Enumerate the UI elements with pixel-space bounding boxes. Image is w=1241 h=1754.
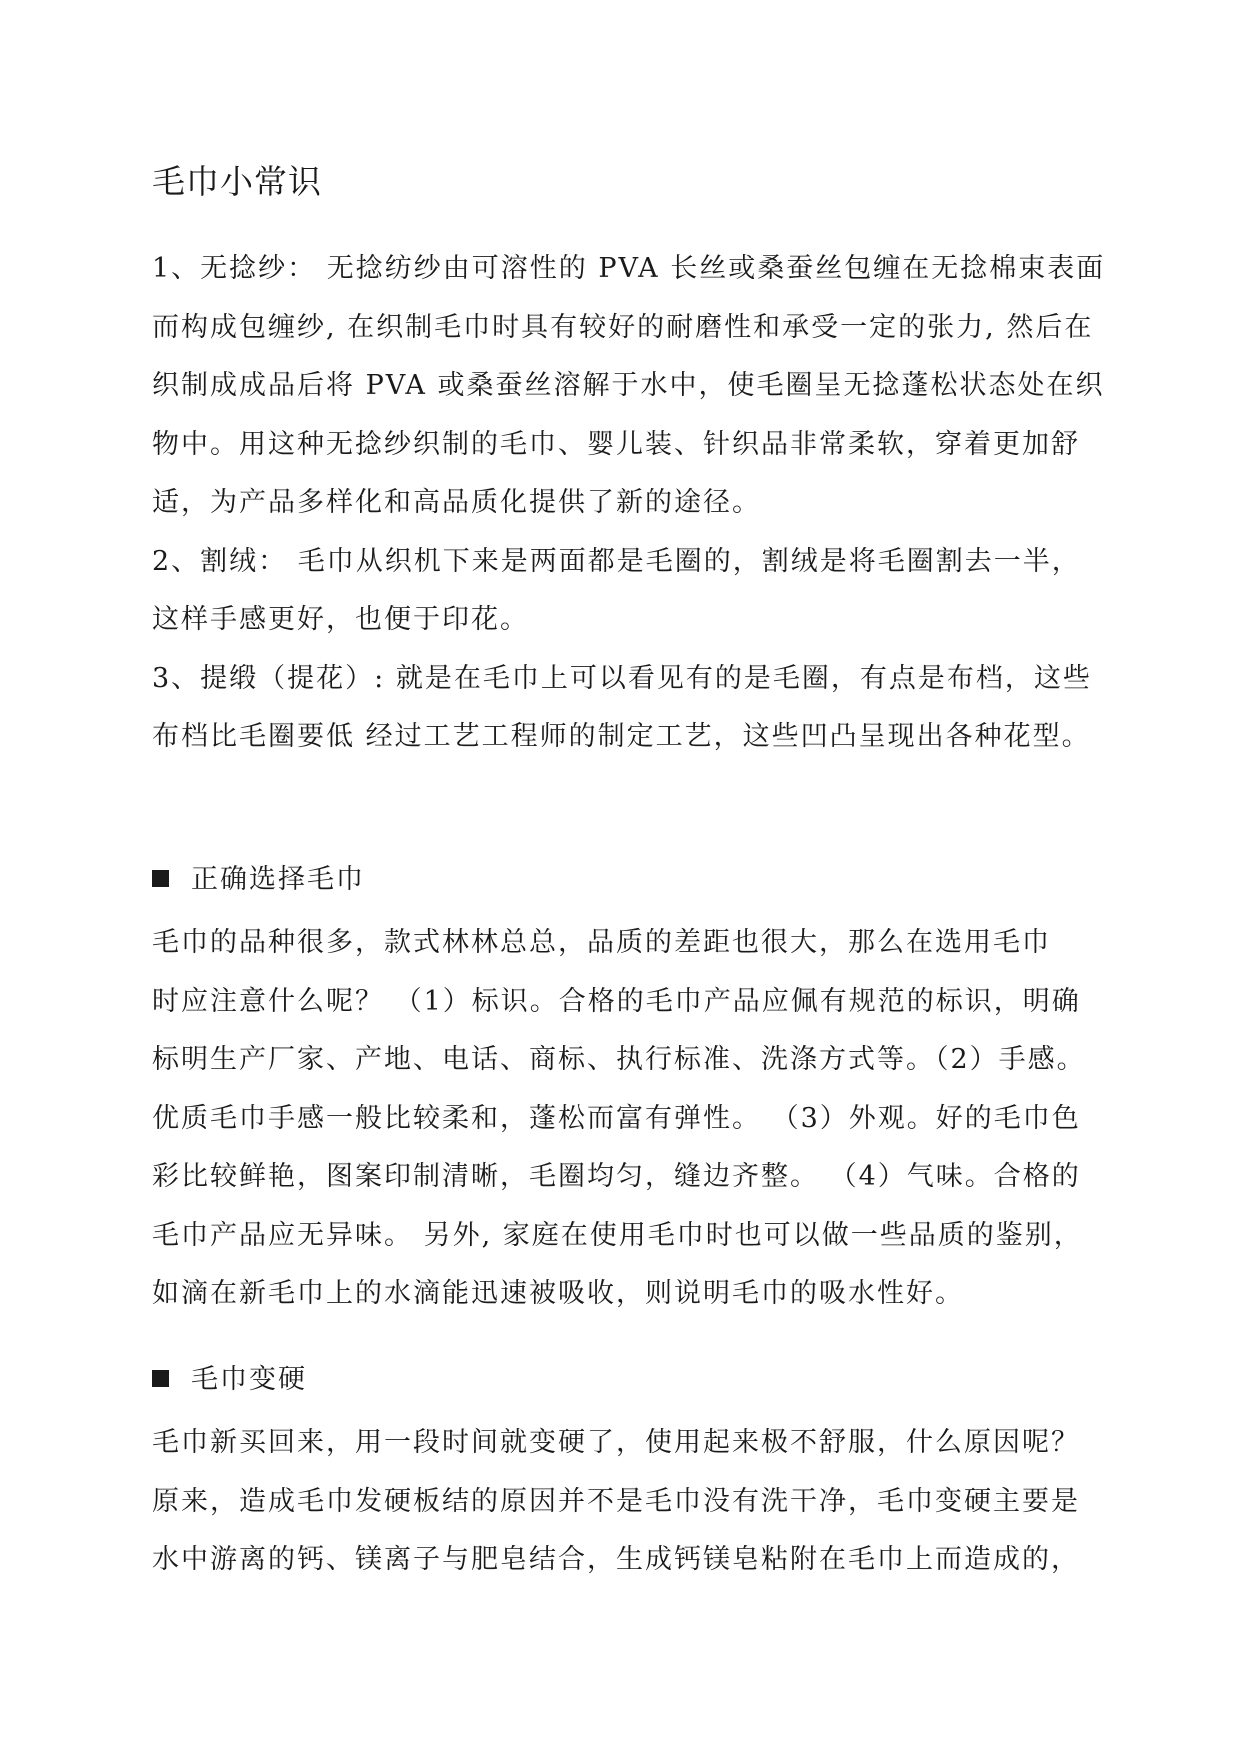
paragraph-line: 标明生产厂家、产地、电话、商标、执行标准、洗涤方式等。（2）手感。 bbox=[152, 1044, 1086, 1075]
paragraph-line: 这样手感更好，也便于印花。 bbox=[152, 604, 529, 635]
paragraph-line: 适，为产品多样化和高品质化提供了新的途径。 bbox=[152, 487, 761, 518]
page-title: 毛巾小常识 bbox=[152, 162, 322, 201]
square-bullet-icon bbox=[152, 1370, 169, 1387]
section-terms bbox=[152, 240, 1106, 767]
paragraph-line: 2、割绒： 毛巾从织机下来是两面都是毛圈的，割绒是将毛圈割去一半， bbox=[152, 545, 1081, 577]
paragraph-line: 毛巾的品种很多，款式林林总总，品质的差距也很大，那么在选用毛巾 bbox=[152, 927, 1051, 958]
paragraph-line: 毛巾新买回来，用一段时间就变硬了，使用起来极不舒服，什么原因呢？ bbox=[152, 1427, 1080, 1458]
section-heading-text: 正确选择毛巾 bbox=[191, 864, 365, 895]
square-bullet-icon bbox=[152, 870, 169, 887]
paragraph-line: 布档比毛圈要低 经过工艺工程师的制定工艺，这些凹凸呈现出各种花型。 bbox=[152, 721, 1091, 752]
paragraph-line: 3、提缎（提花）: 就是在毛巾上可以看见有的是毛圈，有点是布档，这些 bbox=[152, 662, 1092, 694]
paragraph-line: 毛巾产品应无异味。 另外, 家庭在使用毛巾时也可以做一些品质的鉴别， bbox=[152, 1219, 1083, 1251]
paragraph-line: 物中。用这种无捻纱织制的毛巾、婴儿装、针织品非常柔软，穿着更加舒 bbox=[152, 428, 1080, 460]
paragraph-line: 彩比较鲜艳，图案印制清晰，毛圈均匀，缝边齐整。 （4）气味。合格的 bbox=[152, 1161, 1081, 1192]
section-heading-choose bbox=[152, 860, 365, 900]
section-heading-text: 毛巾变硬 bbox=[191, 1364, 307, 1395]
section-heading-hardening bbox=[152, 1360, 307, 1400]
paragraph-line: 如滴在新毛巾上的水滴能迅速被吸收，则说明毛巾的吸水性好。 bbox=[152, 1278, 964, 1309]
paragraph-line: 时应注意什么呢？ （1）标识。合格的毛巾产品应佩有规范的标识，明确 bbox=[152, 985, 1081, 1017]
section-choose bbox=[152, 914, 1092, 1324]
paragraph-line: 1、无捻纱： 无捻纺纱由可溶性的 PVA 长丝或桑蚕丝包缠在无捻棉束表面 bbox=[152, 253, 1106, 284]
paragraph-line: 而构成包缠纱, 在织制毛巾时具有较好的耐磨性和承受一定的张力, 然后在 bbox=[152, 311, 1094, 343]
paragraph-line: 水中游离的钙、镁离子与肥皂结合，生成钙镁皂粘附在毛巾上而造成的， bbox=[152, 1544, 1080, 1575]
section-hardening bbox=[152, 1414, 1092, 1590]
paragraph-line: 织制成成品后将 PVA 或桑蚕丝溶解于水中，使毛圈呈无捻蓬松状态处在织 bbox=[152, 370, 1105, 401]
paragraph-line: 优质毛巾手感一般比较柔和，蓬松而富有弹性。 （3）外观。好的毛巾色 bbox=[152, 1102, 1081, 1134]
paragraph-line: 原来，造成毛巾发硬板结的原因并不是毛巾没有洗干净，毛巾变硬主要是 bbox=[152, 1485, 1080, 1517]
